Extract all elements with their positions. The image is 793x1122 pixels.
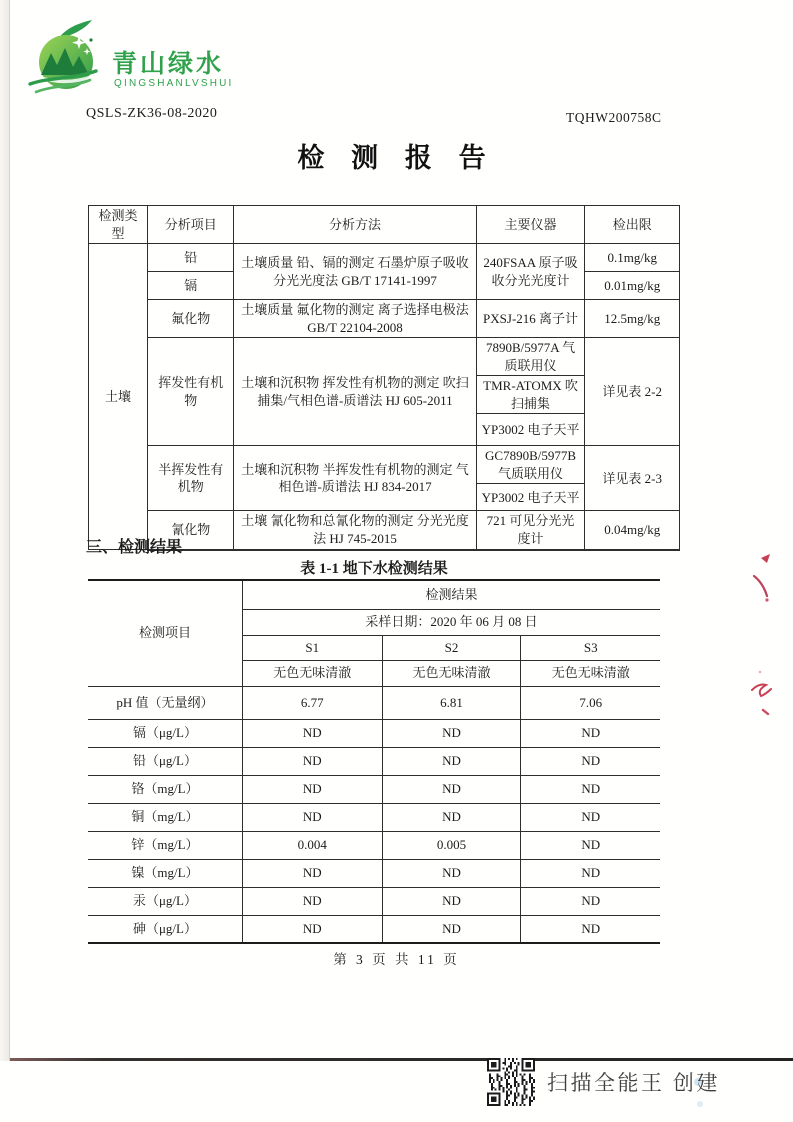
groundwater-result-table — [88, 579, 660, 944]
limit-svoc: 详见表 2-3 — [585, 446, 680, 511]
item-header-cell: 检测项目 — [88, 580, 242, 686]
table-row — [88, 915, 660, 943]
method-lead-cadmium: 土壤质量 铅、镉的测定 石墨炉原子吸收分光光度法 GB/T 17141-1997 — [234, 244, 476, 300]
item-ph: pH 值（无量纲） — [88, 686, 242, 719]
table-row — [88, 719, 660, 747]
table-row — [88, 803, 660, 831]
value-cell: ND — [242, 803, 382, 831]
item-cadmium: 镉（μg/L） — [88, 719, 242, 747]
value-cell: ND — [521, 747, 660, 775]
report-title: 检 测 报 告 — [297, 143, 496, 173]
value-cell: ND — [242, 775, 382, 803]
limit-cadmium: 0.01mg/kg — [585, 272, 680, 300]
table-row — [88, 686, 660, 719]
watermark-text: 扫描全能王 创建 — [547, 1072, 720, 1095]
item-lead: 铅（μg/L） — [88, 747, 242, 775]
value-cell: ND — [382, 775, 521, 803]
page-number: 第 3 页 共 11 页 — [333, 952, 460, 967]
instrument-cyanide: 721 可见分光光度计 — [476, 511, 585, 550]
camscanner-watermark — [487, 1058, 720, 1106]
sampling-date-cell: 采样日期：2020 年 06 月 08 日 — [242, 609, 660, 635]
section-heading: 三、检测结果 — [86, 539, 183, 556]
value-cell: ND — [242, 747, 382, 775]
value-cell: ND — [242, 859, 382, 887]
analyte-fluoride: 氟化物 — [148, 300, 234, 338]
item-copper: 铜（mg/L） — [88, 803, 242, 831]
value-cell: ND — [382, 859, 521, 887]
sample-id-s3: S3 — [521, 635, 660, 660]
value-cell: ND — [521, 719, 660, 747]
appearance-s3: 无色无味清澈 — [521, 660, 660, 686]
value-cell: ND — [382, 803, 521, 831]
qr-code-icon — [487, 1058, 535, 1106]
method-voc: 土壤和沉积物 挥发性有机物的测定 吹扫捕集/气相色谱-质谱法 HJ 605-2011 — [234, 338, 476, 446]
sample-id-s1: S1 — [242, 635, 382, 660]
table-row — [88, 775, 660, 803]
table-row — [89, 300, 680, 338]
value-cell: ND — [242, 887, 382, 915]
method-table-header-row — [89, 206, 680, 244]
table-row — [88, 859, 660, 887]
red-pen-marks — [746, 550, 780, 720]
value-cell: ND — [242, 719, 382, 747]
value-cell: ND — [521, 915, 660, 943]
analyte-svoc: 半挥发性有机物 — [148, 446, 234, 511]
doc-code-right: TQHW200758C — [566, 110, 662, 125]
instrument-fluoride: PXSJ-216 离子计 — [476, 300, 585, 338]
value-cell: 0.004 — [242, 831, 382, 859]
brand-name-en: QINGSHANLVSHUI — [114, 78, 234, 89]
table-row — [89, 244, 680, 272]
value-cell: ND — [521, 859, 660, 887]
brand-name-cn: 青山绿水 — [112, 51, 225, 78]
value-cell: 6.77 — [242, 686, 382, 719]
value-cell: ND — [382, 887, 521, 915]
value-cell: 6.81 — [382, 686, 521, 719]
table-row — [89, 338, 680, 376]
value-cell: 0.005 — [382, 831, 521, 859]
value-cell: 7.06 — [521, 686, 660, 719]
result-table-caption: 表 1-1 地下水检测结果 — [300, 561, 448, 577]
col-header-analyte: 分析项目 — [148, 206, 234, 244]
item-chromium: 铬（mg/L） — [88, 775, 242, 803]
instrument-voc-2: TMR-ATOMX 吹扫捕集 — [476, 376, 585, 414]
value-cell: ND — [382, 915, 521, 943]
col-header-sample-type: 检测类型 — [89, 206, 148, 244]
value-cell: ND — [382, 747, 521, 775]
result-header-row — [88, 580, 660, 609]
value-cell: ND — [521, 831, 660, 859]
doc-code-left: QSLS-ZK36-08-2020 — [86, 106, 218, 121]
item-nickel: 镍（mg/L） — [88, 859, 242, 887]
limit-voc: 详见表 2-2 — [585, 338, 680, 446]
limit-lead: 0.1mg/kg — [585, 244, 680, 272]
instrument-lead-cadmium: 240FSAA 原子吸收分光光度计 — [476, 244, 585, 300]
item-mercury: 汞（μg/L） — [88, 887, 242, 915]
value-cell: ND — [521, 803, 660, 831]
value-cell: ND — [521, 775, 660, 803]
col-header-instrument: 主要仪器 — [476, 206, 585, 244]
col-header-limit: 检出限 — [585, 206, 680, 244]
sample-type-cell: 土壤 — [89, 244, 148, 550]
limit-cyanide: 0.04mg/kg — [585, 511, 680, 550]
instrument-voc-3: YP3002 电子天平 — [476, 414, 585, 446]
analyte-cyanide: 氰化物 — [148, 511, 234, 550]
table-row — [89, 446, 680, 484]
instrument-svoc-1: GC7890B/5977B 气质联用仪 — [476, 446, 585, 484]
instrument-svoc-2: YP3002 电子天平 — [476, 484, 585, 511]
value-cell: ND — [382, 719, 521, 747]
limit-fluoride: 12.5mg/kg — [585, 300, 680, 338]
table-row — [88, 887, 660, 915]
analyte-lead: 铅 — [148, 244, 234, 272]
table-row — [88, 747, 660, 775]
analyte-voc: 挥发性有机物 — [148, 338, 234, 446]
table-row — [88, 831, 660, 859]
appearance-s2: 无色无味清澈 — [382, 660, 521, 686]
value-cell: ND — [521, 887, 660, 915]
sample-id-s2: S2 — [382, 635, 521, 660]
item-arsenic: 砷（μg/L） — [88, 915, 242, 943]
item-zinc: 锌（mg/L） — [88, 831, 242, 859]
mountain-water-logo-icon — [28, 18, 120, 106]
method-fluoride: 土壤质量 氟化物的测定 离子选择电极法 GB/T 22104-2008 — [234, 300, 476, 338]
analyte-cadmium: 镉 — [148, 272, 234, 300]
value-cell: ND — [242, 915, 382, 943]
method-svoc: 土壤和沉积物 半挥发性有机物的测定 气相色谱-质谱法 HJ 834-2017 — [234, 446, 476, 511]
method-table — [88, 205, 680, 551]
instrument-voc-1: 7890B/5977A 气质联用仪 — [476, 338, 585, 376]
appearance-s1: 无色无味清澈 — [242, 660, 382, 686]
result-header-cell: 检测结果 — [242, 580, 660, 609]
method-cyanide: 土壤 氰化物和总氰化物的测定 分光光度法 HJ 745-2015 — [234, 511, 476, 550]
col-header-method: 分析方法 — [234, 206, 476, 244]
